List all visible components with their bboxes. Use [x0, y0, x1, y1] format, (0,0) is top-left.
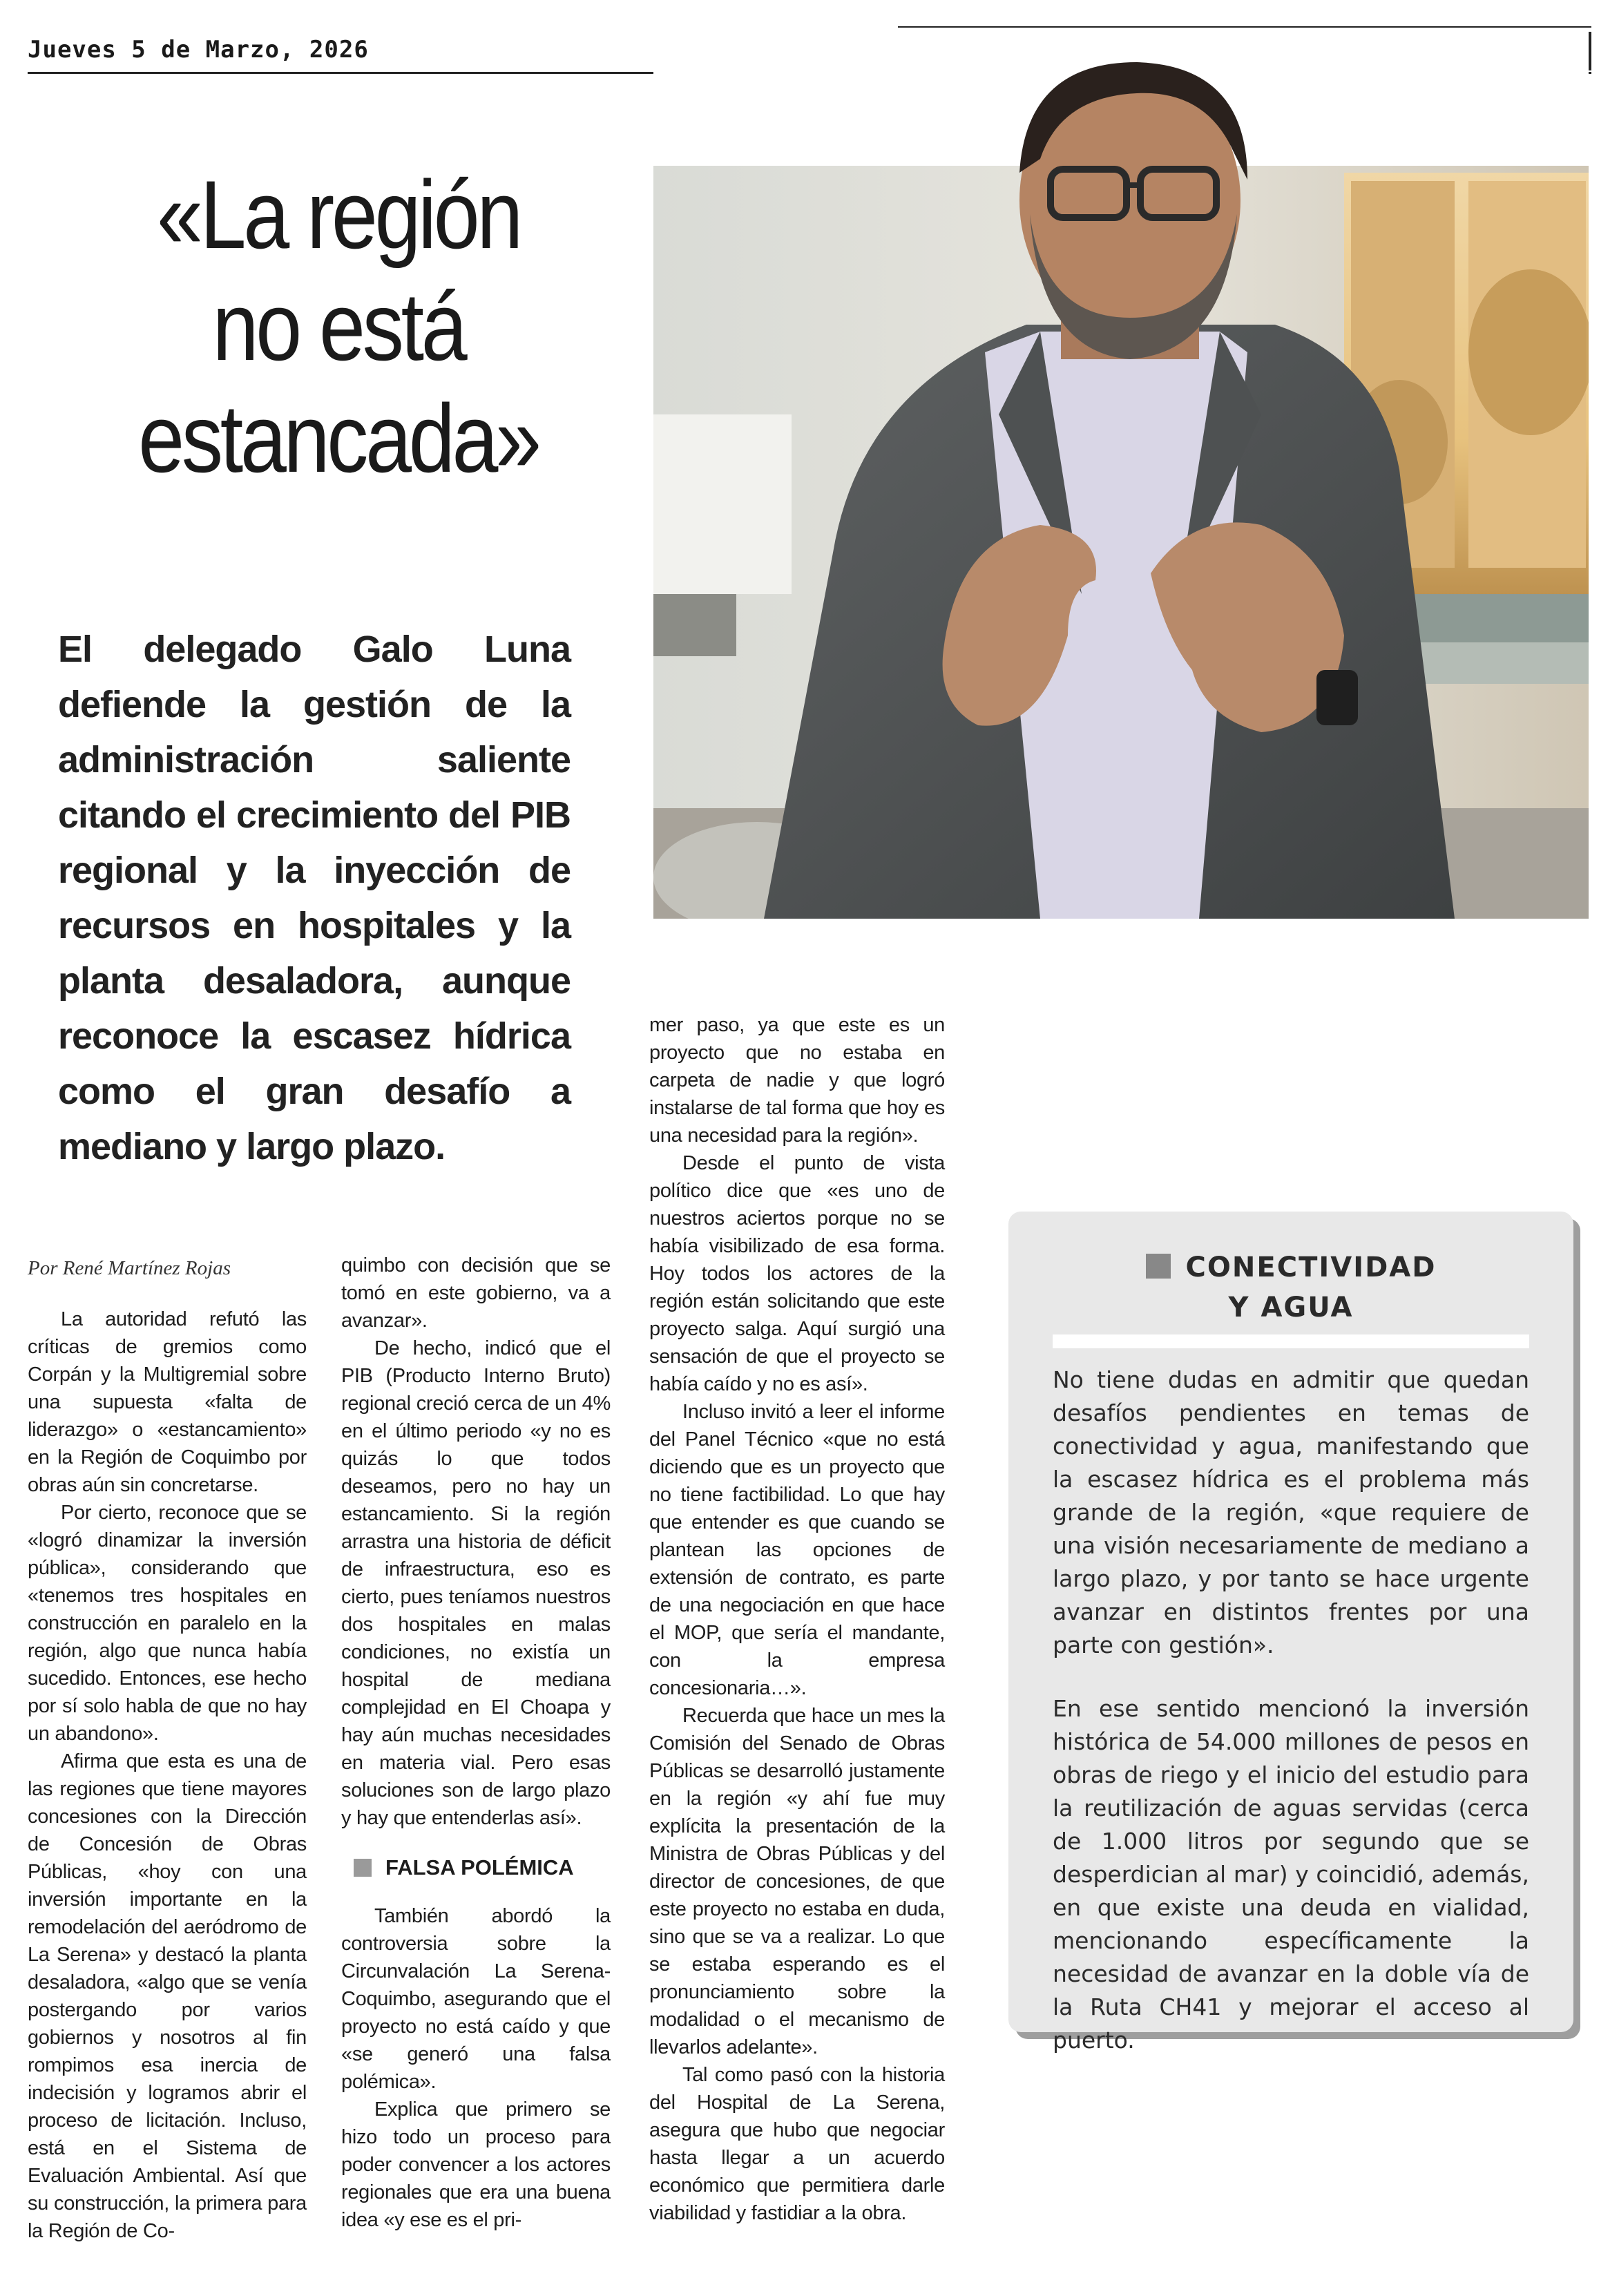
square-bullet-icon: [354, 1859, 372, 1877]
byline: Por René Martínez Rojas: [28, 1257, 231, 1279]
headline: [83, 159, 594, 495]
article-deck: El delegado Galo Luna defiende la gestión de la administración saliente citando el crecimiento del PIB regional y la inyección de recursos en hospitales y la planta desaladora, aunque reconoce la escasez hídrica como el gran desafío a mediano y largo plazo.: [58, 629, 571, 1167]
paragraph: mer paso, ya que este es un proyecto que no estaba en carpeta de nadie y que logró instalarse de tal forma que hoy es una necesidad para la región».: [649, 1014, 945, 1147]
paragraph: La autoridad refutó las críticas de gremios como Corpán y la Multigremial sobre una supuesta «falta de liderazgo» o «estancamiento» en la Región de Coquimbo por obras aún sin concretarse.: [28, 1308, 307, 1496]
paragraph: De hecho, indicó que el PIB (Producto Interno Bruto) regional creció cerca de un 4% en el último periodo «y no es quizás lo que todos deseamos, pero no hay un estancamiento. Si la región arrastra una historia de déficit de infraestructura, eso es cierto, pues teníamos nuestros dos hospitales en malas condiciones, no existía un hospital de mediana complejidad en El Choapa y hay aún muchas necesidades en materia vial. Pero esas soluciones son de largo plazo y hay que entenderlas así».: [341, 1337, 611, 1829]
headline-line: «La región: [156, 160, 521, 269]
issue-date: Jueves 5 de Marzo, 2026: [28, 36, 369, 64]
paragraph: Recuerda que hace un mes la Comisión del Senado de Obras Públicas se desarrolló justamente en la región «y ahí fue muy explícita la presentación de la Ministra de Obras Públicas y del director de concesiones, de que este proyecto no estaba en duda, sino que se va a realizar. Lo que se estaba esperando es el pronunciamiento sobre la modalidad o el mecanismo de llevarlos adelante».: [649, 1705, 945, 2058]
paragraph: Incluso invitó a leer el informe del Panel Técnico «que no está diciendo que es un proyecto que no tiene factibilidad. Lo que hay que entender es que cuando se plantean las opciones de extensión de contrato, es parte de una negociación en que hace el MOP, que sería el mandante, con la empresa concesionaria…».: [649, 1401, 945, 1699]
subhead: [354, 1854, 611, 1882]
paragraph: quimbo con decisión que se tomó en este gobierno, va a avanzar».: [341, 1254, 611, 1332]
sidebar-body: [1053, 1364, 1529, 2087]
paragraph: También abordó la controversia sobre la Circunvalación La Serena-Coquimbo, asegurando que el proyecto no está caído y que «se generó una falsa polémica».: [341, 1905, 611, 2093]
article-column-1: [28, 1305, 307, 2245]
article-column-2: [341, 1252, 611, 2234]
article-column-3: [649, 1011, 945, 2227]
sidebar-paragraph: En ese sentido mencionó la inversión histórica de 54.000 millones de pesos en obras de riego y el inicio del estudio para la reutilización de aguas servidas (cerca de 1.000 litros por segundo que se desperdician al mar) y coincidió, además, en que existe una deuda en vialidad, mencionando específicamente la necesidad de avanzar en la doble vía de la Ruta CH41 y mejorar el acceso al puerto.: [1053, 1695, 1529, 2054]
portrait-illustration: [653, 28, 1589, 919]
article-photo: [653, 28, 1589, 919]
paragraph: Afirma que esta es una de las regiones que tiene mayores concesiones con la Dirección de Concesión de Obras Públicas, «hoy con una inversión importante en la remodelación del aeródromo de La Serena» y destacó la planta desaladora, «algo que se venía postergando por varios gobiernos y nosotros al fin rompimos esa inercia de indecisión y logramos abrir el proceso de licitación. Incluso, está en el Sistema de Evaluación Ambiental. Así que su construcción, la primera para la Región de Co-: [28, 1750, 307, 2242]
subhead-label: FALSA POLÉMICA: [385, 1855, 574, 1879]
headline-line: no está: [212, 272, 465, 381]
paragraph: Tal como pasó con la historia del Hospital de La Serena, asegura que hubo que negociar hasta llegar a un acuerdo económico que permitiera darle viabilidad y fastidiar a la obra.: [649, 2064, 945, 2224]
paragraph: Explica que primero se hizo todo un proceso para poder convencer a los actores regionales que era una buena idea «y ese es el pri-: [341, 2098, 611, 2231]
paragraph: Desde el punto de vista político dice que «es uno de nuestros aciertos porque no se había visibilizado de esa forma. Hoy todos los actores de la región están solicitando que este proyecto salga. Aquí surgió una sensación de que el proyecto se había caído y no es así».: [649, 1152, 945, 1395]
headline-line: estancada»: [138, 384, 539, 492]
sidebar-paragraph: No tiene dudas en admitir que quedan desafíos pendientes en temas de conectividad y agua, manifestando que la escasez hídrica es el problema más grande de la región, «que requiere de una visión necesariamente de mediano a largo plazo, y por tanto se hace urgente avanzar en distintos frentes por una parte con gestión».: [1053, 1366, 1529, 1658]
sidebar-rule: [1053, 1334, 1529, 1348]
sidebar-title-line: CONECTIVIDAD: [1185, 1252, 1437, 1283]
sidebar-box: [1008, 1212, 1573, 2054]
paragraph: Por cierto, reconoce que se «logró dinamizar la inversión pública», considerando que «tenemos tres hospitales en construcción en paralelo en la región, algo que nunca había sucedido. Entonces, ese hecho por sí solo habla de que no hay un abandono».: [28, 1502, 307, 1745]
sidebar-title-line: Y AGUA: [1228, 1292, 1354, 1323]
square-bullet-icon: [1146, 1254, 1171, 1279]
sidebar-title: [1008, 1247, 1573, 1328]
